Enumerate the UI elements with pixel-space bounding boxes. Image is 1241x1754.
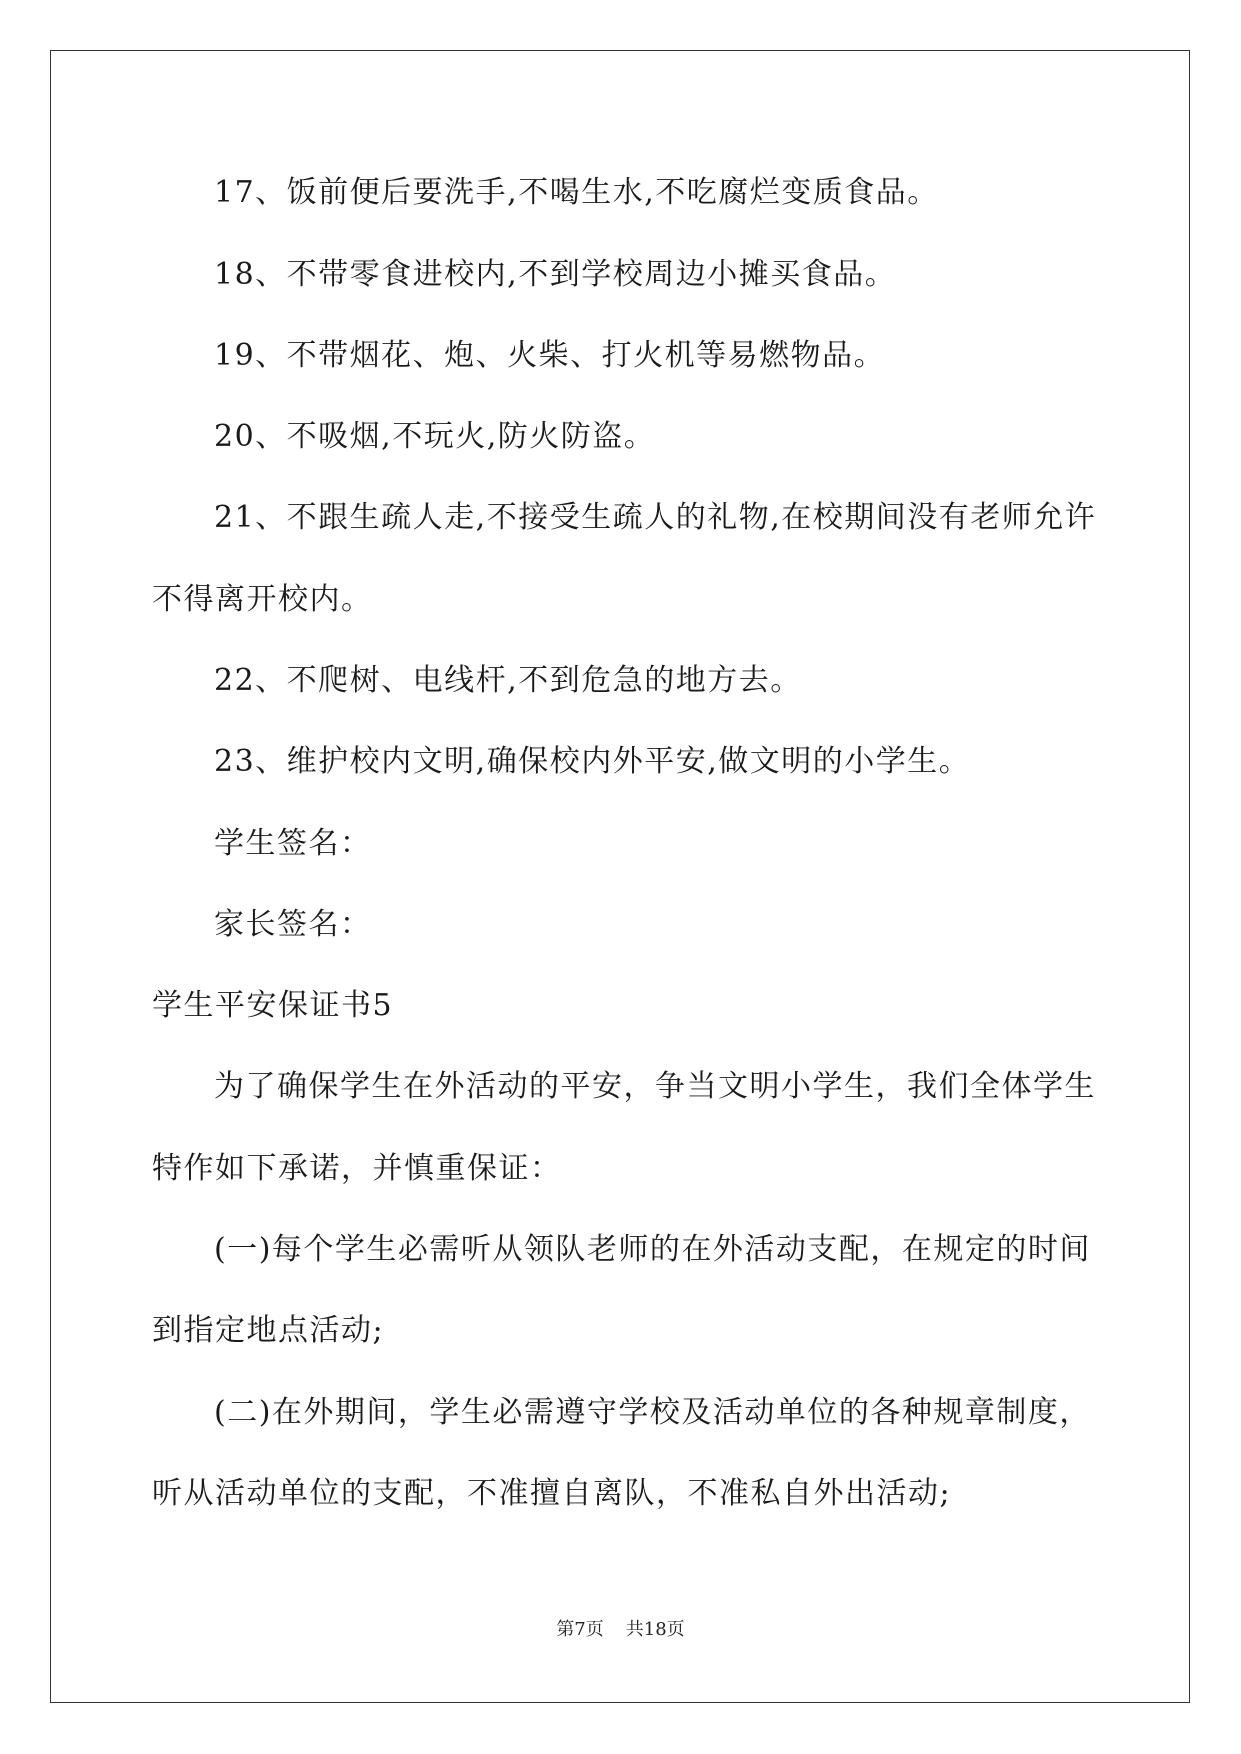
rule-18: 18、不带零食进校内,不到学校周边小摊买食品。 xyxy=(214,257,897,292)
parent-signature-label: 家长签名： xyxy=(214,907,372,942)
rule-21-line-1: 21、不跟生疏人走,不接受生疏人的礼物,在校期间没有老师允许 xyxy=(214,500,1097,535)
clause-2-line-1: (二)在外期间，学生必需遵守学校及活动单位的各种规章制度， xyxy=(214,1395,1091,1430)
rule-17: 17、饭前便后要洗手,不喝生水,不吃腐烂变质食品。 xyxy=(214,175,939,210)
intro-line-1: 为了确保学生在外活动的平安，争当文明小学生，我们全体学生 xyxy=(214,1069,1096,1104)
clause-1-line-2: 到指定地点活动; xyxy=(152,1313,385,1348)
clause-2-line-2: 听从活动单位的支配，不准擅自离队，不准私自外出活动; xyxy=(152,1476,952,1511)
page-border xyxy=(50,50,1190,1703)
clause-1-line-1: (一)每个学生必需听从领队老师的在外活动支配，在规定的时间 xyxy=(214,1232,1091,1267)
page-footer xyxy=(0,1619,1241,1641)
student-signature-label: 学生签名： xyxy=(214,826,372,861)
rule-19: 19、不带烟花、炮、火柴、打火机等易燃物品。 xyxy=(214,338,886,373)
intro-line-2: 特作如下承诺，并慎重保证： xyxy=(152,1151,562,1186)
rule-23: 23、维护校内文明,确保校内外平安,做文明的小学生。 xyxy=(214,744,971,779)
rule-20: 20、不吸烟,不玩火,防火防盗。 xyxy=(214,419,656,454)
rule-21-line-2: 不得离开校内。 xyxy=(152,582,373,617)
rule-22: 22、不爬树、电线杆,不到危急的地方去。 xyxy=(214,663,802,698)
page-total: 共18页 xyxy=(625,1619,685,1640)
page-number: 第7页 xyxy=(556,1619,604,1640)
section-title: 学生平安保证书5 xyxy=(152,988,394,1023)
